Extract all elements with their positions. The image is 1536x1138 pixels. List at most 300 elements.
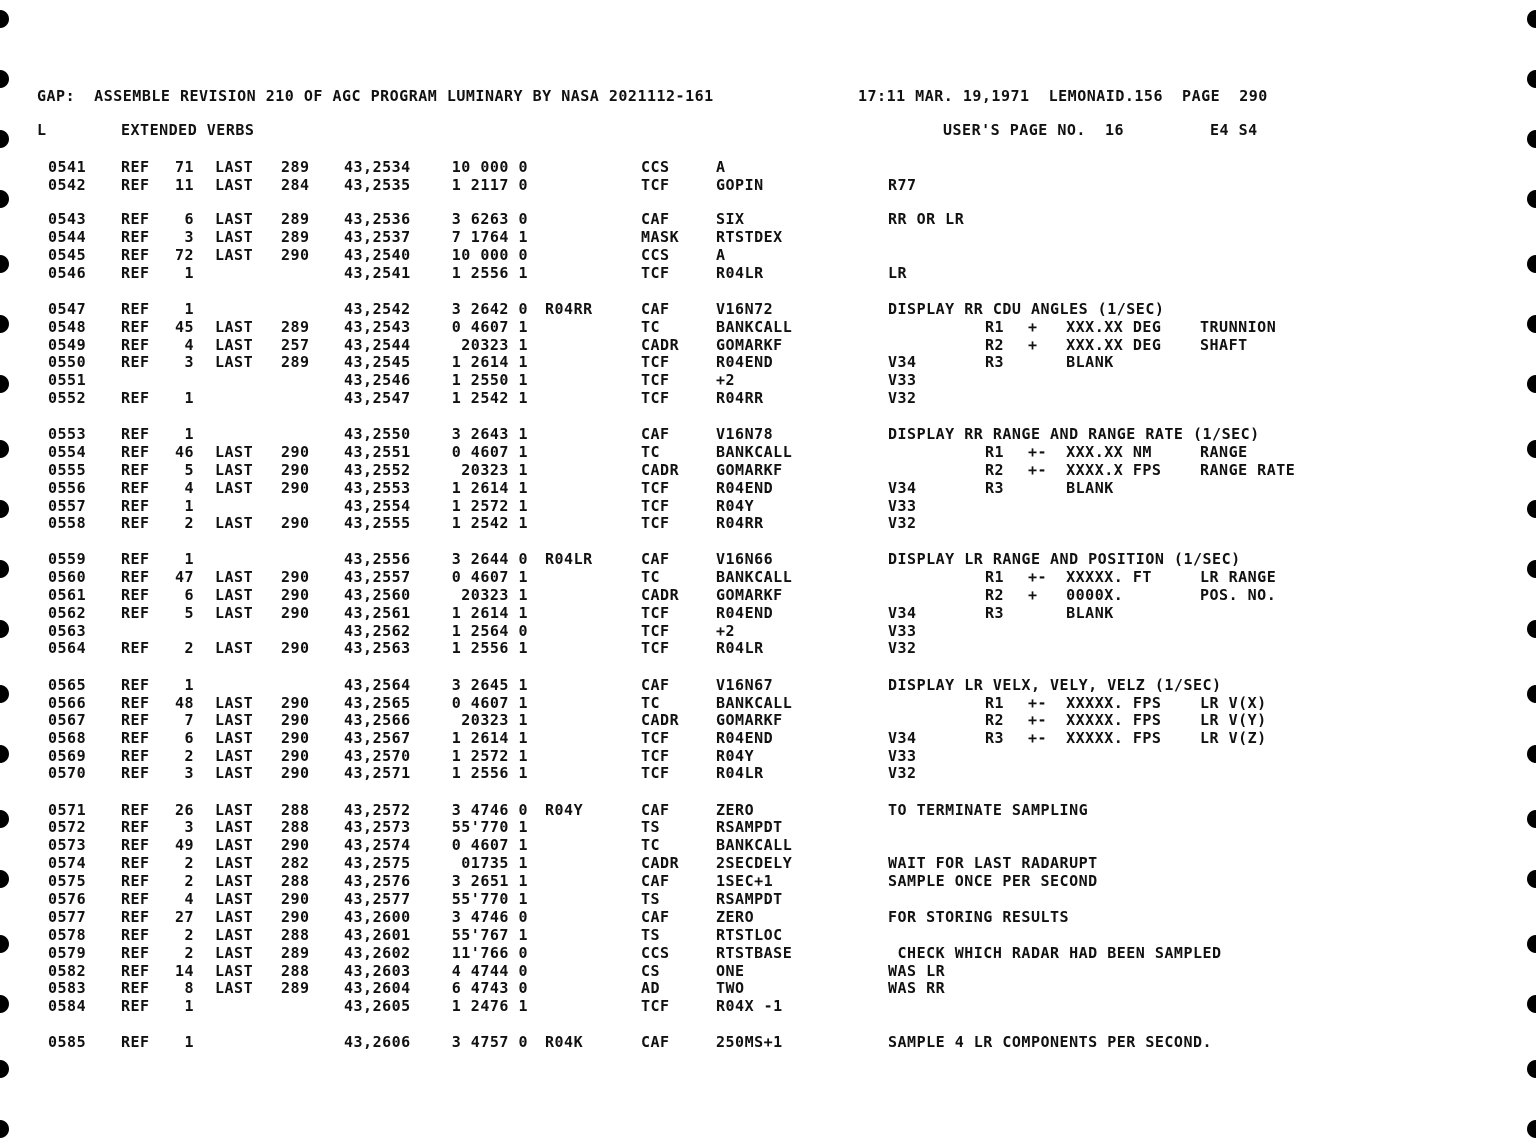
cell-line: 0556 xyxy=(48,479,87,497)
cell-op: CAF xyxy=(641,872,670,890)
cell-op: TCF xyxy=(641,479,670,497)
cell-ref: REF xyxy=(121,550,150,568)
cell-addr: 43,2566 xyxy=(344,711,411,729)
cell-refn: 4 xyxy=(184,336,194,354)
cell-last: LAST xyxy=(215,246,254,264)
cell-op: CADR xyxy=(641,711,680,729)
cell-refn: 4 xyxy=(184,890,194,908)
cell-refn: 7 xyxy=(184,711,194,729)
cell-c1: R77 xyxy=(888,176,917,194)
listing-row xyxy=(0,228,1536,246)
cell-line: 0558 xyxy=(48,514,87,532)
cell-line: 0553 xyxy=(48,425,87,443)
cell-c3: + XXX.XX DEG xyxy=(1028,336,1162,354)
cell-operand: ONE xyxy=(716,962,745,980)
cell-c3: +- XXXX.X FPS xyxy=(1028,461,1162,479)
cell-op: CAF xyxy=(641,550,670,568)
cell-line: 0544 xyxy=(48,228,87,246)
cell-addr: 43,2546 xyxy=(344,371,411,389)
listing-row xyxy=(0,246,1536,264)
cell-addr: 43,2574 xyxy=(344,836,411,854)
cell-label: R04LR xyxy=(545,550,593,568)
cell-operand: GOMARKF xyxy=(716,461,783,479)
cell-c3: +- XXXXX. FPS xyxy=(1028,729,1162,747)
cell-line: 0576 xyxy=(48,890,87,908)
cell-line: 0552 xyxy=(48,389,87,407)
cell-addr: 43,2545 xyxy=(344,353,411,371)
cell-refn: 2 xyxy=(184,514,194,532)
cell-c3: +- XXXXX. FPS xyxy=(1028,694,1162,712)
cell-c1: TO TERMINATE SAMPLING xyxy=(888,801,1089,819)
cell-refn: 47 xyxy=(174,568,194,586)
cell-last: LAST xyxy=(215,443,254,461)
cell-c1: DISPLAY LR VELX, VELY, VELZ (1/SEC) xyxy=(888,676,1222,694)
cell-c1: V32 xyxy=(888,639,917,657)
cell-ref: REF xyxy=(121,836,150,854)
listing-row xyxy=(0,586,1536,604)
listing-row xyxy=(0,997,1536,1015)
cell-operand: V16N72 xyxy=(716,300,774,318)
cell-addr: 43,2540 xyxy=(344,246,411,264)
cell-c4: SHAFT xyxy=(1200,336,1248,354)
feed-hole xyxy=(0,1060,9,1078)
cell-c3: + XXX.XX DEG xyxy=(1028,318,1162,336)
cell-code: 0 4607 1 xyxy=(451,694,528,712)
cell-addr: 43,2602 xyxy=(344,944,411,962)
cell-refn: 71 xyxy=(174,158,194,176)
cell-code: 3 2643 1 xyxy=(451,425,528,443)
cell-ref: REF xyxy=(121,586,150,604)
cell-ref: REF xyxy=(121,944,150,962)
cell-lastn: 289 xyxy=(281,944,310,962)
cell-last: LAST xyxy=(215,818,254,836)
cell-addr: 43,2554 xyxy=(344,497,411,515)
listing-row xyxy=(0,639,1536,657)
cell-addr: 43,2547 xyxy=(344,389,411,407)
cell-addr: 43,2601 xyxy=(344,926,411,944)
cell-c2: R2 xyxy=(985,336,1005,354)
cell-refn: 3 xyxy=(184,764,194,782)
cell-line: 0582 xyxy=(48,962,87,980)
cell-op: CAF xyxy=(641,425,670,443)
cell-operand: 2SECDELY xyxy=(716,854,793,872)
cell-op: CCS xyxy=(641,246,670,264)
cell-refn: 26 xyxy=(174,801,194,819)
cell-line: 0570 xyxy=(48,764,87,782)
cell-refn: 2 xyxy=(184,944,194,962)
listing-row xyxy=(0,926,1536,944)
cell-lastn: 288 xyxy=(281,818,310,836)
cell-operand: BANKCALL xyxy=(716,318,793,336)
cell-ref: REF xyxy=(121,497,150,515)
cell-op: TCF xyxy=(641,176,670,194)
cell-operand: R04LR xyxy=(716,264,764,282)
cell-ref: REF xyxy=(121,568,150,586)
cell-lastn: 290 xyxy=(281,479,310,497)
cell-code: 3 2651 1 xyxy=(451,872,528,890)
cell-c4: RANGE xyxy=(1200,443,1248,461)
cell-last: LAST xyxy=(215,854,254,872)
cell-addr: 43,2537 xyxy=(344,228,411,246)
cell-ref: REF xyxy=(121,729,150,747)
cell-refn: 2 xyxy=(184,926,194,944)
cell-op: TCF xyxy=(641,997,670,1015)
cell-addr: 43,2555 xyxy=(344,514,411,532)
cell-lastn: 288 xyxy=(281,872,310,890)
cell-last: LAST xyxy=(215,210,254,228)
cell-addr: 43,2550 xyxy=(344,425,411,443)
listing-row xyxy=(0,353,1536,371)
cell-op: TCF xyxy=(641,389,670,407)
cell-code: 20323 1 xyxy=(461,461,528,479)
cell-refn: 3 xyxy=(184,353,194,371)
cell-refn: 1 xyxy=(184,425,194,443)
cell-op: TC xyxy=(641,694,661,712)
cell-refn: 3 xyxy=(184,818,194,836)
cell-c2: R2 xyxy=(985,711,1005,729)
cell-addr: 43,2605 xyxy=(344,997,411,1015)
cell-operand: BANKCALL xyxy=(716,694,793,712)
cell-operand: BANKCALL xyxy=(716,443,793,461)
cell-operand: GOMARKF xyxy=(716,586,783,604)
listing-row xyxy=(0,1033,1536,1051)
cell-c1: V33 xyxy=(888,371,917,389)
cell-refn: 2 xyxy=(184,872,194,890)
cell-line: 0569 xyxy=(48,747,87,765)
cell-addr: 43,2541 xyxy=(344,264,411,282)
cell-c2: R3 xyxy=(985,604,1005,622)
cell-c3: +- XXXXX. FPS xyxy=(1028,711,1162,729)
cell-code: 7 1764 1 xyxy=(451,228,528,246)
cell-ref: REF xyxy=(121,872,150,890)
cell-c1: V34 xyxy=(888,604,917,622)
cell-c2: R1 xyxy=(985,443,1005,461)
listing-row xyxy=(0,604,1536,622)
cell-code: 1 2117 0 xyxy=(451,176,528,194)
cell-code: 10 000 0 xyxy=(451,246,528,264)
cell-lastn: 288 xyxy=(281,962,310,980)
cell-c2: R3 xyxy=(985,353,1005,371)
cell-label: R04Y xyxy=(545,801,584,819)
cell-refn: 4 xyxy=(184,479,194,497)
cell-ref: REF xyxy=(121,908,150,926)
cell-ref: REF xyxy=(121,997,150,1015)
cell-refn: 6 xyxy=(184,586,194,604)
listing-row xyxy=(0,711,1536,729)
cell-line: 0549 xyxy=(48,336,87,354)
cell-addr: 43,2552 xyxy=(344,461,411,479)
cell-c1: V34 xyxy=(888,353,917,371)
cell-lastn: 282 xyxy=(281,854,310,872)
cell-operand: RSAMPDT xyxy=(716,890,783,908)
cell-ref: REF xyxy=(121,176,150,194)
cell-code: 1 2550 1 xyxy=(451,371,528,389)
listing-row xyxy=(0,818,1536,836)
cell-line: 0573 xyxy=(48,836,87,854)
cell-addr: 43,2544 xyxy=(344,336,411,354)
cell-refn: 5 xyxy=(184,604,194,622)
cell-ref: REF xyxy=(121,694,150,712)
cell-code: 20323 1 xyxy=(461,586,528,604)
listing-row xyxy=(0,908,1536,926)
cell-addr: 43,2576 xyxy=(344,872,411,890)
cell-code: 1 2614 1 xyxy=(451,729,528,747)
cell-last: LAST xyxy=(215,461,254,479)
cell-refn: 6 xyxy=(184,210,194,228)
cell-op: TCF xyxy=(641,747,670,765)
cell-c2: R2 xyxy=(985,586,1005,604)
cell-label: R04RR xyxy=(545,300,593,318)
feed-hole xyxy=(0,10,9,28)
cell-op: TCF xyxy=(641,514,670,532)
cell-code: 1 2614 1 xyxy=(451,604,528,622)
header-date-page: 17:11 MAR. 19,1971 LEMONAID.156 PAGE 290 xyxy=(858,87,1268,105)
cell-op: CADR xyxy=(641,461,680,479)
cell-addr: 43,2542 xyxy=(344,300,411,318)
section-flag: L xyxy=(37,121,47,139)
cell-refn: 27 xyxy=(174,908,194,926)
cell-code: 4 4744 0 xyxy=(451,962,528,980)
cell-addr: 43,2567 xyxy=(344,729,411,747)
cell-c1: DISPLAY RR RANGE AND RANGE RATE (1/SEC) xyxy=(888,425,1260,443)
cell-c2: R1 xyxy=(985,694,1005,712)
cell-lastn: 290 xyxy=(281,711,310,729)
listing-row xyxy=(0,425,1536,443)
cell-refn: 48 xyxy=(174,694,194,712)
cell-lastn: 288 xyxy=(281,926,310,944)
cell-c3: BLANK xyxy=(1028,353,1114,371)
listing-row xyxy=(0,371,1536,389)
listing-row xyxy=(0,801,1536,819)
cell-last: LAST xyxy=(215,639,254,657)
cell-code: 0 4607 1 xyxy=(451,443,528,461)
cell-refn: 1 xyxy=(184,300,194,318)
cell-ref: REF xyxy=(121,461,150,479)
cell-c4: LR V(X) xyxy=(1200,694,1267,712)
listing-row xyxy=(0,389,1536,407)
cell-op: TCF xyxy=(641,729,670,747)
cell-operand: ZERO xyxy=(716,908,755,926)
cell-lastn: 288 xyxy=(281,801,310,819)
cell-ref: REF xyxy=(121,479,150,497)
cell-label: R04K xyxy=(545,1033,584,1051)
cell-c1: LR xyxy=(888,264,908,282)
cell-line: 0579 xyxy=(48,944,87,962)
cell-lastn: 290 xyxy=(281,461,310,479)
cell-addr: 43,2562 xyxy=(344,622,411,640)
cell-code: 3 4757 0 xyxy=(451,1033,528,1051)
cell-ref: REF xyxy=(121,1033,150,1051)
cell-operand: GOMARKF xyxy=(716,336,783,354)
listing-row xyxy=(0,890,1536,908)
cell-lastn: 290 xyxy=(281,890,310,908)
cell-lastn: 290 xyxy=(281,747,310,765)
cell-refn: 8 xyxy=(184,979,194,997)
listing-row xyxy=(0,318,1536,336)
cell-operand: BANKCALL xyxy=(716,568,793,586)
cell-lastn: 290 xyxy=(281,764,310,782)
cell-line: 0575 xyxy=(48,872,87,890)
cell-code: 1 2556 1 xyxy=(451,764,528,782)
cell-last: LAST xyxy=(215,158,254,176)
listing-row xyxy=(0,694,1536,712)
cell-last: LAST xyxy=(215,318,254,336)
cell-code: 20323 1 xyxy=(461,711,528,729)
cell-addr: 43,2536 xyxy=(344,210,411,228)
cell-op: CS xyxy=(641,962,661,980)
cell-refn: 1 xyxy=(184,389,194,407)
cell-operand: A xyxy=(716,246,726,264)
cell-code: 1 2614 1 xyxy=(451,353,528,371)
cell-c1: V33 xyxy=(888,622,917,640)
cell-addr: 43,2561 xyxy=(344,604,411,622)
cell-operand: RTSTLOC xyxy=(716,926,783,944)
cell-code: 1 2572 1 xyxy=(451,497,528,515)
cell-c1: V34 xyxy=(888,479,917,497)
cell-last: LAST xyxy=(215,979,254,997)
cell-lastn: 290 xyxy=(281,908,310,926)
cell-c2: R3 xyxy=(985,729,1005,747)
cell-op: TCF xyxy=(641,353,670,371)
cell-op: AD xyxy=(641,979,661,997)
cell-c1: V33 xyxy=(888,497,917,515)
cell-line: 0571 xyxy=(48,801,87,819)
cell-line: 0577 xyxy=(48,908,87,926)
cell-operand: 250MS+1 xyxy=(716,1033,783,1051)
header-title: GAP: ASSEMBLE REVISION 210 OF AGC PROGRAM LUMINARY BY NASA 2021112-161 xyxy=(37,87,714,105)
cell-code: 1 2476 1 xyxy=(451,997,528,1015)
cell-line: 0547 xyxy=(48,300,87,318)
cell-c1: DISPLAY RR CDU ANGLES (1/SEC) xyxy=(888,300,1165,318)
cell-lastn: 289 xyxy=(281,353,310,371)
cell-c1: WAS LR xyxy=(888,962,946,980)
cell-refn: 49 xyxy=(174,836,194,854)
cell-code: 1 2542 1 xyxy=(451,514,528,532)
cell-lastn: 290 xyxy=(281,568,310,586)
cell-operand: TWO xyxy=(716,979,745,997)
cell-line: 0563 xyxy=(48,622,87,640)
cell-operand: R04Y xyxy=(716,747,755,765)
cell-operand: +2 xyxy=(716,622,736,640)
cell-line: 0551 xyxy=(48,371,87,389)
cell-refn: 1 xyxy=(184,550,194,568)
cell-last: LAST xyxy=(215,586,254,604)
cell-ref: REF xyxy=(121,676,150,694)
cell-lastn: 290 xyxy=(281,604,310,622)
cell-last: LAST xyxy=(215,962,254,980)
cell-operand: BANKCALL xyxy=(716,836,793,854)
listing-row xyxy=(0,497,1536,515)
cell-line: 0583 xyxy=(48,979,87,997)
cell-c1: CHECK WHICH RADAR HAD BEEN SAMPLED xyxy=(888,944,1222,962)
cell-ref: REF xyxy=(121,389,150,407)
cell-addr: 43,2556 xyxy=(344,550,411,568)
listing-row xyxy=(0,764,1536,782)
cell-line: 0572 xyxy=(48,818,87,836)
cell-operand: R04RR xyxy=(716,389,764,407)
cell-last: LAST xyxy=(215,890,254,908)
cell-code: 01735 1 xyxy=(461,854,528,872)
cell-line: 0578 xyxy=(48,926,87,944)
cell-ref: REF xyxy=(121,336,150,354)
cell-ref: REF xyxy=(121,926,150,944)
cell-line: 0542 xyxy=(48,176,87,194)
listing-row xyxy=(0,854,1536,872)
feed-hole xyxy=(0,1120,9,1138)
cell-addr: 43,2553 xyxy=(344,479,411,497)
cell-c1: V34 xyxy=(888,729,917,747)
cell-addr: 43,2575 xyxy=(344,854,411,872)
cell-refn: 1 xyxy=(184,1033,194,1051)
feed-hole xyxy=(1527,10,1536,28)
cell-op: CAF xyxy=(641,210,670,228)
cell-last: LAST xyxy=(215,801,254,819)
cell-line: 0584 xyxy=(48,997,87,1015)
cell-code: 1 2572 1 xyxy=(451,747,528,765)
cell-code: 55'770 1 xyxy=(451,818,528,836)
cell-code: 55'767 1 xyxy=(451,926,528,944)
cell-code: 0 4607 1 xyxy=(451,568,528,586)
cell-c1: V32 xyxy=(888,514,917,532)
cell-operand: R04X -1 xyxy=(716,997,783,1015)
cell-last: LAST xyxy=(215,228,254,246)
cell-line: 0555 xyxy=(48,461,87,479)
cell-ref: REF xyxy=(121,228,150,246)
cell-line: 0562 xyxy=(48,604,87,622)
cell-addr: 43,2551 xyxy=(344,443,411,461)
cell-operand: V16N78 xyxy=(716,425,774,443)
section-title: EXTENDED VERBS xyxy=(121,121,255,139)
cell-op: MASK xyxy=(641,228,680,246)
listing-row xyxy=(0,622,1536,640)
cell-op: CAF xyxy=(641,908,670,926)
cell-line: 0543 xyxy=(48,210,87,228)
listing-row xyxy=(0,210,1536,228)
cell-operand: R04END xyxy=(716,353,774,371)
cell-code: 20323 1 xyxy=(461,336,528,354)
cell-last: LAST xyxy=(215,336,254,354)
cell-line: 0561 xyxy=(48,586,87,604)
listing-row xyxy=(0,836,1536,854)
cell-addr: 43,2543 xyxy=(344,318,411,336)
cell-ref: REF xyxy=(121,979,150,997)
cell-operand: R04RR xyxy=(716,514,764,532)
cell-operand: R04END xyxy=(716,479,774,497)
cell-line: 0546 xyxy=(48,264,87,282)
cell-ref: REF xyxy=(121,210,150,228)
feed-hole xyxy=(1527,70,1536,88)
cell-addr: 43,2535 xyxy=(344,176,411,194)
cell-lastn: 284 xyxy=(281,176,310,194)
cell-refn: 72 xyxy=(174,246,194,264)
cell-addr: 43,2560 xyxy=(344,586,411,604)
cell-operand: R04LR xyxy=(716,764,764,782)
cell-lastn: 290 xyxy=(281,514,310,532)
cell-ref: REF xyxy=(121,425,150,443)
cell-last: LAST xyxy=(215,926,254,944)
cell-operand: +2 xyxy=(716,371,736,389)
cell-ref: REF xyxy=(121,747,150,765)
cell-last: LAST xyxy=(215,353,254,371)
cell-addr: 43,2571 xyxy=(344,764,411,782)
cell-operand: R04Y xyxy=(716,497,755,515)
cell-operand: V16N66 xyxy=(716,550,774,568)
cell-code: 3 2645 1 xyxy=(451,676,528,694)
cell-ref: REF xyxy=(121,514,150,532)
cell-op: CAF xyxy=(641,1033,670,1051)
cell-refn: 5 xyxy=(184,461,194,479)
cell-code: 0 4607 1 xyxy=(451,318,528,336)
